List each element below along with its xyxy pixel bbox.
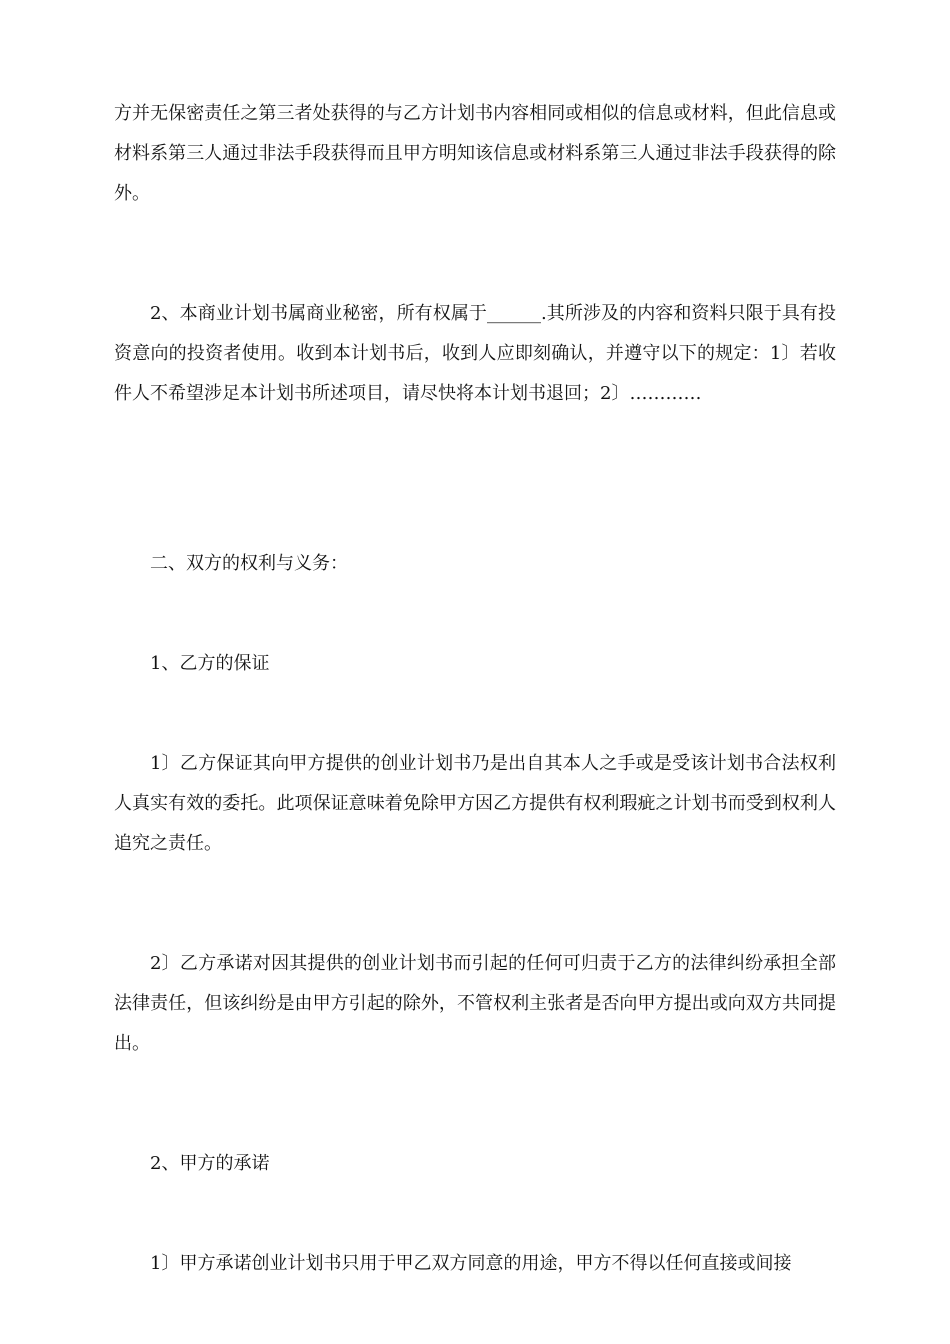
paragraph-party-b-item-1: 1〕乙方保证其向甲方提供的创业计划书乃是出自其本人之手或是受该计划书合法权利人真实有效的委托。此项保证意味着免除甲方因乙方提供有权利瑕疵之计划书而受到权利人追究之责任。 (114, 753, 836, 854)
paragraph-clause-2: 2、本商业计划书属商业秘密，所有权属于______.其所涉及的内容和资料只限于具有投资意向的投资者使用。收到本计划书后，收到人应即刻确认，并遵守以下的规定：1〕若收件人不希望涉足本计划书所述项目，请尽快将本计划书退回；2〕………… (114, 303, 836, 404)
subheading-party-a-promise: 2、甲方的承诺 (150, 1153, 270, 1174)
paragraph-party-a-item-1: 1〕甲方承诺创业计划书只用于甲乙双方同意的用途，甲方不得以任何直接或间接 (150, 1253, 792, 1274)
paragraph-continuation: 方并无保密责任之第三者处获得的与乙方计划书内容相同或相似的信息或材料，但此信息或材料系第三人通过非法手段获得而且甲方明知该信息或材料系第三人通过非法手段获得的除外。 (114, 103, 836, 204)
paragraph-party-b-item-2: 2〕乙方承诺对因其提供的创业计划书而引起的任何可归责于乙方的法律纠纷承担全部法律责任，但该纠纷是由甲方引起的除外，不管权利主张者是否向甲方提出或向双方共同提出。 (114, 953, 836, 1054)
section-heading-rights-obligations: 二、双方的权利与义务： (150, 553, 348, 574)
subheading-party-b-guarantee: 1、乙方的保证 (150, 653, 270, 674)
